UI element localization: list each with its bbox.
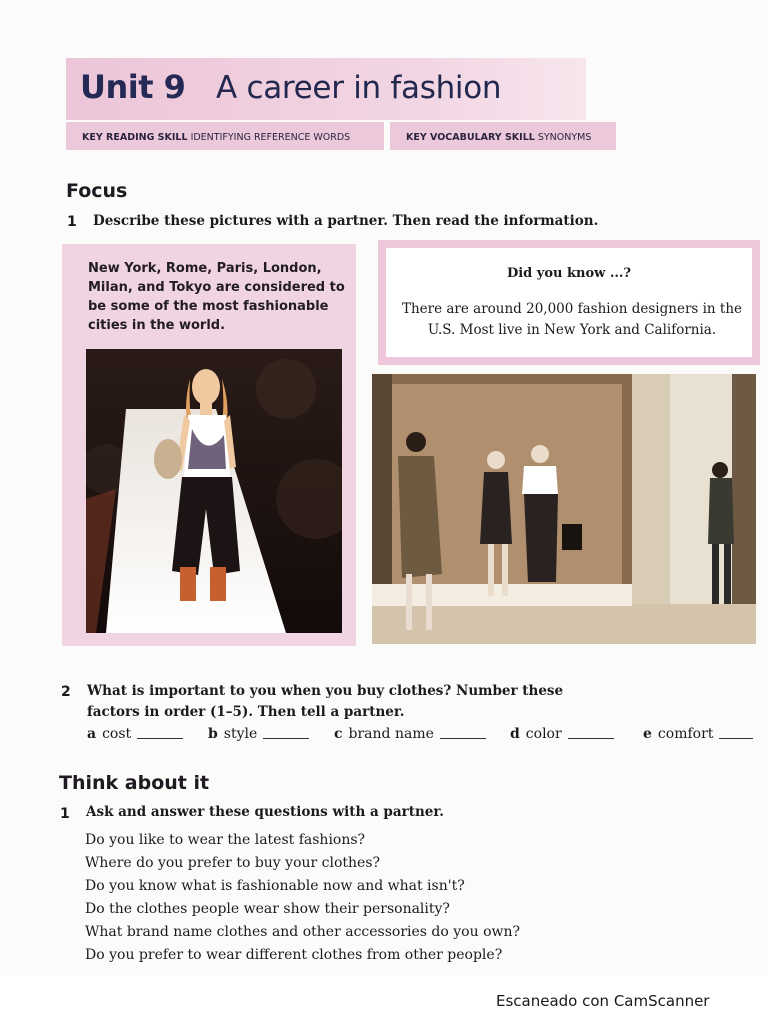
camscanner-watermark: Escaneado con CamScanner	[496, 992, 710, 1010]
runway-photo	[86, 349, 342, 633]
think-q1-number: 1	[60, 806, 70, 822]
factor-c	[334, 726, 486, 742]
answer-blank[interactable]	[440, 738, 486, 739]
question-item: Where do you prefer to buy your clothes?	[85, 855, 381, 871]
factor-label: style	[223, 726, 258, 742]
factor-a	[87, 726, 183, 742]
reading-skill-value: IDENTIFYING REFERENCE WORDS	[190, 132, 351, 143]
factor-label: comfort	[657, 726, 714, 742]
cities-text: New York, Rome, Paris, London, Milan, and Tokyo are considered to be some of the most fashionable cities in the world.	[88, 261, 345, 333]
reading-skill-label: KEY READING SKILL	[82, 132, 188, 143]
did-you-know-title: Did you know ...?	[506, 266, 632, 281]
factor-letter: d	[510, 726, 520, 742]
focus-q1-number: 1	[67, 214, 77, 230]
factor-d	[510, 726, 614, 742]
focus-heading: Focus	[66, 180, 128, 202]
answer-blank[interactable]	[568, 738, 614, 739]
factor-letter: a	[87, 726, 97, 742]
question-item: Do the clothes people wear show their personality?	[85, 901, 450, 917]
unit-number: Unit 9	[80, 68, 186, 106]
question-item: Do you prefer to wear different clothes from other people?	[85, 947, 503, 963]
question-item: Do you know what is fashionable now and what isn't?	[85, 878, 465, 894]
discussion-questions	[85, 829, 520, 967]
focus-q1-text: Describe these pictures with a partner. Then read the information.	[93, 213, 599, 229]
vocabulary-skill-value: SYNONYMS	[537, 132, 592, 143]
factor-label: color	[525, 726, 562, 742]
question-item: What brand name clothes and other accessories do you own?	[85, 924, 520, 940]
focus-q2-text: What is important to you when you buy clothes? Number these factors in order (1–5). Then tell a partner.	[87, 683, 564, 720]
answer-blank[interactable]	[137, 738, 183, 739]
focus-q2-number: 2	[61, 684, 71, 700]
question-item: Do you like to wear the latest fashions?	[85, 832, 366, 848]
think-heading: Think about it	[59, 772, 210, 794]
did-you-know-text: There are around 20,000 fashion designers in the U.S. Most live in New York and California.	[401, 301, 743, 338]
factor-label: brand name	[348, 726, 434, 742]
factor-letter: c	[334, 726, 343, 742]
store-window-photo	[372, 374, 756, 644]
think-q1-text: Ask and answer these questions with a partner.	[86, 804, 444, 820]
unit-title: A career in fashion	[216, 70, 502, 106]
vocabulary-skill-label: KEY VOCABULARY SKILL	[406, 132, 535, 143]
answer-blank[interactable]	[263, 738, 309, 739]
factor-b	[208, 726, 309, 742]
reading-skill	[82, 132, 350, 143]
vocabulary-skill	[406, 132, 591, 143]
factor-e	[643, 726, 753, 742]
factor-letter: e	[643, 726, 652, 742]
answer-blank[interactable]	[719, 738, 753, 739]
factor-label: cost	[102, 726, 132, 742]
factor-letter: b	[208, 726, 218, 742]
